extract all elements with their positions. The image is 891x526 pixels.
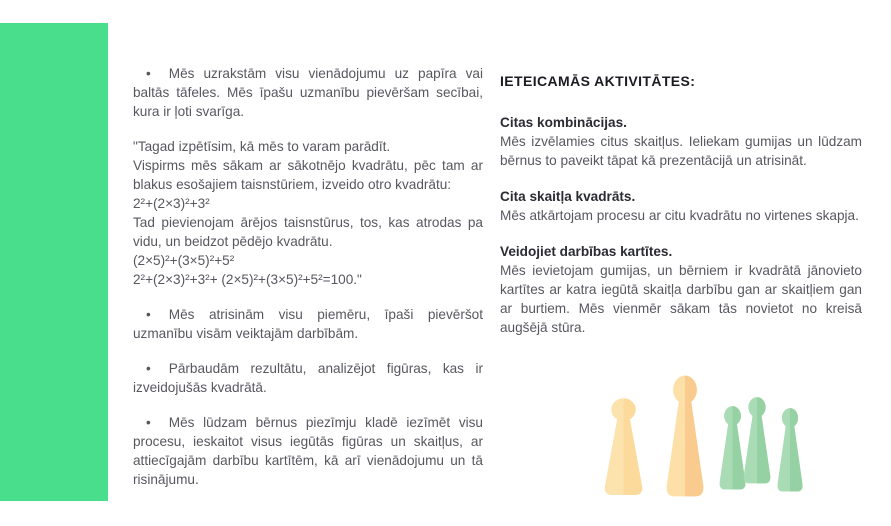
- activity-block-3: [500, 242, 862, 337]
- right-text-column: [500, 72, 862, 354]
- activity-title: Veidojiet darbības kartītes.: [500, 244, 673, 259]
- paragraph-text: Mēs uzrakstām visu vienādojumu uz papīra vai baltās tāfeles. Mēs īpašu uzmanību pievēršam secībai, kura ir ļoti svarīga.: [133, 66, 483, 119]
- bullet-marker: •: [146, 361, 151, 376]
- green-pawn-right-illustration: [775, 407, 805, 494]
- activity-block-1: [500, 113, 862, 170]
- quote-paragraph: [133, 137, 483, 289]
- activity-body: Mēs atkārtojam procesu ar citu kvadrātu no virtenes skapja.: [500, 208, 859, 223]
- quote-line: "Tagad izpētīsim, kā mēs to varam parādīt.: [133, 139, 391, 154]
- paragraph-text: Pārbaudām rezultātu, analizējot figūras, kas ir izveidojušās kvadrātā.: [133, 361, 483, 395]
- activity-body: Mēs izvēlamies citus skaitļus. Ieliekam gumijas un lūdzam bērnus to paveikt tāpat kā prezentācijā un atrisināt.: [500, 134, 862, 168]
- activity-title: Cita skaitļa kvadrāts.: [500, 189, 636, 204]
- bullet-marker: •: [146, 307, 151, 322]
- formula-line: 2²+(2×3)²+3²+ (2×5)²+(3×5)²+5²=100.": [133, 272, 362, 287]
- formula-line: 2²+(2×3)²+3²: [133, 196, 210, 211]
- activity-block-2: [500, 187, 862, 225]
- bullet-marker: •: [146, 66, 151, 81]
- quote-line: Tad pievienojam ārējos taisnstūrus, tos, kas atrodas pa vidu, un beidzot pēdējo kvadrātu.: [133, 215, 483, 249]
- activity-body: Mēs ievietojam gumijas, un bērniem ir kvadrātā jānovieto kartītes ar katra iegūtā skaitļa darbību gan ar skaitļiem gan ar burtiem. Mēs vienmēr sākam tās novietot no kreisā augšējā stūra.: [500, 263, 862, 335]
- green-pawn-middle-illustration: [741, 396, 773, 486]
- formula-line: (2×5)²+(3×5)²+5²: [133, 253, 235, 268]
- activity-title: Citas kombinācijas.: [500, 115, 627, 130]
- orange-pawn-tall-illustration: [663, 374, 707, 500]
- orange-pawn-small-illustration: [601, 397, 646, 498]
- paragraph-text: Mēs lūdzam bērnus piezīmju kladē iezīmēt visu procesu, ieskaitot visus iegūtās figūras un skaitļus, ar attiecīgajām darbību kartītēm, kā arī vienādojumu un tā risinājumu.: [133, 415, 483, 487]
- paragraph-text: Mēs atrisinām visu piemēru, īpaši pievēršot uzmanību visām veiktajām darbībām.: [133, 307, 483, 341]
- bullet-paragraph-4: [133, 413, 483, 489]
- bullet-paragraph-1: [133, 64, 483, 121]
- bullet-marker: •: [146, 415, 151, 430]
- bullet-paragraph-3: [133, 359, 483, 397]
- section-heading: IETEICAMĀS AKTIVITĀTES:: [500, 73, 696, 89]
- green-accent-bar: [0, 23, 108, 501]
- bullet-paragraph-2: [133, 305, 483, 343]
- quote-line: Vispirms mēs sākam ar sākotnējo kvadrātu, pēc tam ar blakus esošajiem taisnstūriem, izveido otro kvadrātu:: [133, 158, 483, 192]
- left-text-column: [133, 64, 483, 505]
